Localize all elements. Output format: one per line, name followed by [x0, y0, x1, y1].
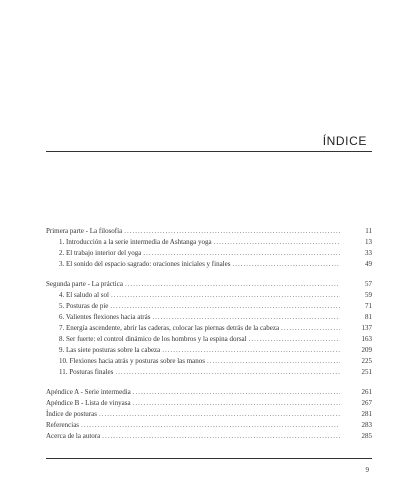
dot-leader — [111, 290, 340, 301]
toc-entry — [46, 345, 372, 356]
dot-leader — [281, 323, 340, 334]
toc-entry-label: 10. Flexiones hacia atrás y posturas sobre las manos — [59, 357, 205, 365]
table-of-contents — [46, 226, 372, 442]
toc-entry — [46, 312, 372, 323]
toc-entry-label: Referencias — [46, 421, 80, 429]
page-title: ÍNDICE — [322, 134, 367, 148]
toc-entry-label: 6. Valientes flexiones hacia atrás — [59, 313, 151, 321]
toc-entry — [46, 290, 372, 301]
toc-entry-label: 1. Introducción a la serie intermedia de Ashtanga yoga — [59, 238, 212, 246]
toc-entry-page: 251 — [361, 368, 372, 376]
toc-entry — [46, 398, 372, 409]
toc-entry-page: 261 — [361, 388, 372, 396]
toc-entry — [46, 259, 372, 270]
toc-entry-page: 33 — [365, 249, 372, 257]
dot-leader — [207, 356, 340, 367]
dot-leader — [162, 345, 340, 356]
dot-leader — [99, 409, 340, 420]
toc-entry-page: 137 — [361, 324, 372, 332]
toc-entry-page: 281 — [361, 410, 372, 418]
toc-entry-page: 59 — [365, 291, 372, 299]
toc-entry-page: 163 — [361, 335, 372, 343]
toc-entry-page: 13 — [365, 238, 372, 246]
toc-entry-page: 267 — [361, 399, 372, 407]
toc-entry — [46, 356, 372, 367]
toc-entry-label: Índice de posturas — [46, 410, 97, 418]
toc-entry — [46, 301, 372, 312]
dot-leader — [124, 226, 340, 237]
toc-entry-page: 57 — [365, 280, 372, 288]
toc-entry — [46, 431, 372, 442]
dot-leader — [110, 301, 340, 312]
toc-entry — [46, 323, 372, 334]
toc-entry-page: 285 — [361, 432, 372, 440]
toc-entry — [46, 279, 372, 290]
toc-entry-label: Primera parte - La filosofía — [46, 227, 123, 235]
dot-leader — [232, 259, 340, 270]
toc-entry-page: 225 — [361, 357, 372, 365]
title-rule — [46, 151, 372, 152]
page-number: 9 — [365, 466, 369, 474]
toc-entry-label: Segunda parte - La práctica — [46, 280, 123, 288]
toc-entry-page: 11 — [365, 227, 372, 235]
dot-leader — [152, 312, 340, 323]
dot-leader — [143, 248, 340, 259]
toc-entry-label: Apéndice A - Serie intermedia — [46, 388, 131, 396]
dot-leader — [125, 279, 340, 290]
toc-entry-label: 11. Posturas finales — [59, 368, 114, 376]
toc-entry — [46, 420, 372, 431]
dot-leader — [249, 334, 340, 345]
toc-entry — [46, 409, 372, 420]
toc-entry-label: 7. Energía ascendente, abrir las caderas, colocar las piernas detrás de la cabeza — [59, 324, 280, 332]
bottom-rule — [46, 458, 372, 459]
toc-entry-page: 209 — [361, 346, 372, 354]
dot-leader — [102, 431, 340, 442]
toc-entry-label: 5. Posturas de pie — [59, 302, 109, 310]
toc-entry — [46, 248, 372, 259]
toc-entry-page: 71 — [365, 302, 372, 310]
toc-entry-label: 9. Las siete posturas sobre la cabeza — [59, 346, 161, 354]
dot-leader — [81, 420, 340, 431]
dot-leader — [133, 387, 340, 398]
toc-entry-page: 283 — [361, 421, 372, 429]
dot-leader — [214, 237, 340, 248]
toc-entry — [46, 367, 372, 378]
dot-leader — [115, 367, 340, 378]
toc-entry-label: 8. Ser fuerte: el control dinámico de los hombros y la espina dorsal — [59, 335, 247, 343]
dot-leader — [133, 398, 340, 409]
toc-entry — [46, 226, 372, 237]
toc-entry-label: Apéndice B - Lista de vinyasa — [46, 399, 131, 407]
toc-entry-page: 49 — [365, 260, 372, 268]
toc-entry-label: 2. El trabajo interior del yoga — [59, 249, 142, 257]
toc-entry-label: Acerca de la autora — [46, 432, 101, 440]
toc-entry-label: 3. El sonido del espacio sagrado: oraciones iniciales y finales — [59, 260, 231, 268]
toc-entry-page: 81 — [365, 313, 372, 321]
toc-entry-label: 4. El saludo al sol — [59, 291, 109, 299]
toc-entry — [46, 237, 372, 248]
toc-entry — [46, 387, 372, 398]
toc-entry — [46, 334, 372, 345]
